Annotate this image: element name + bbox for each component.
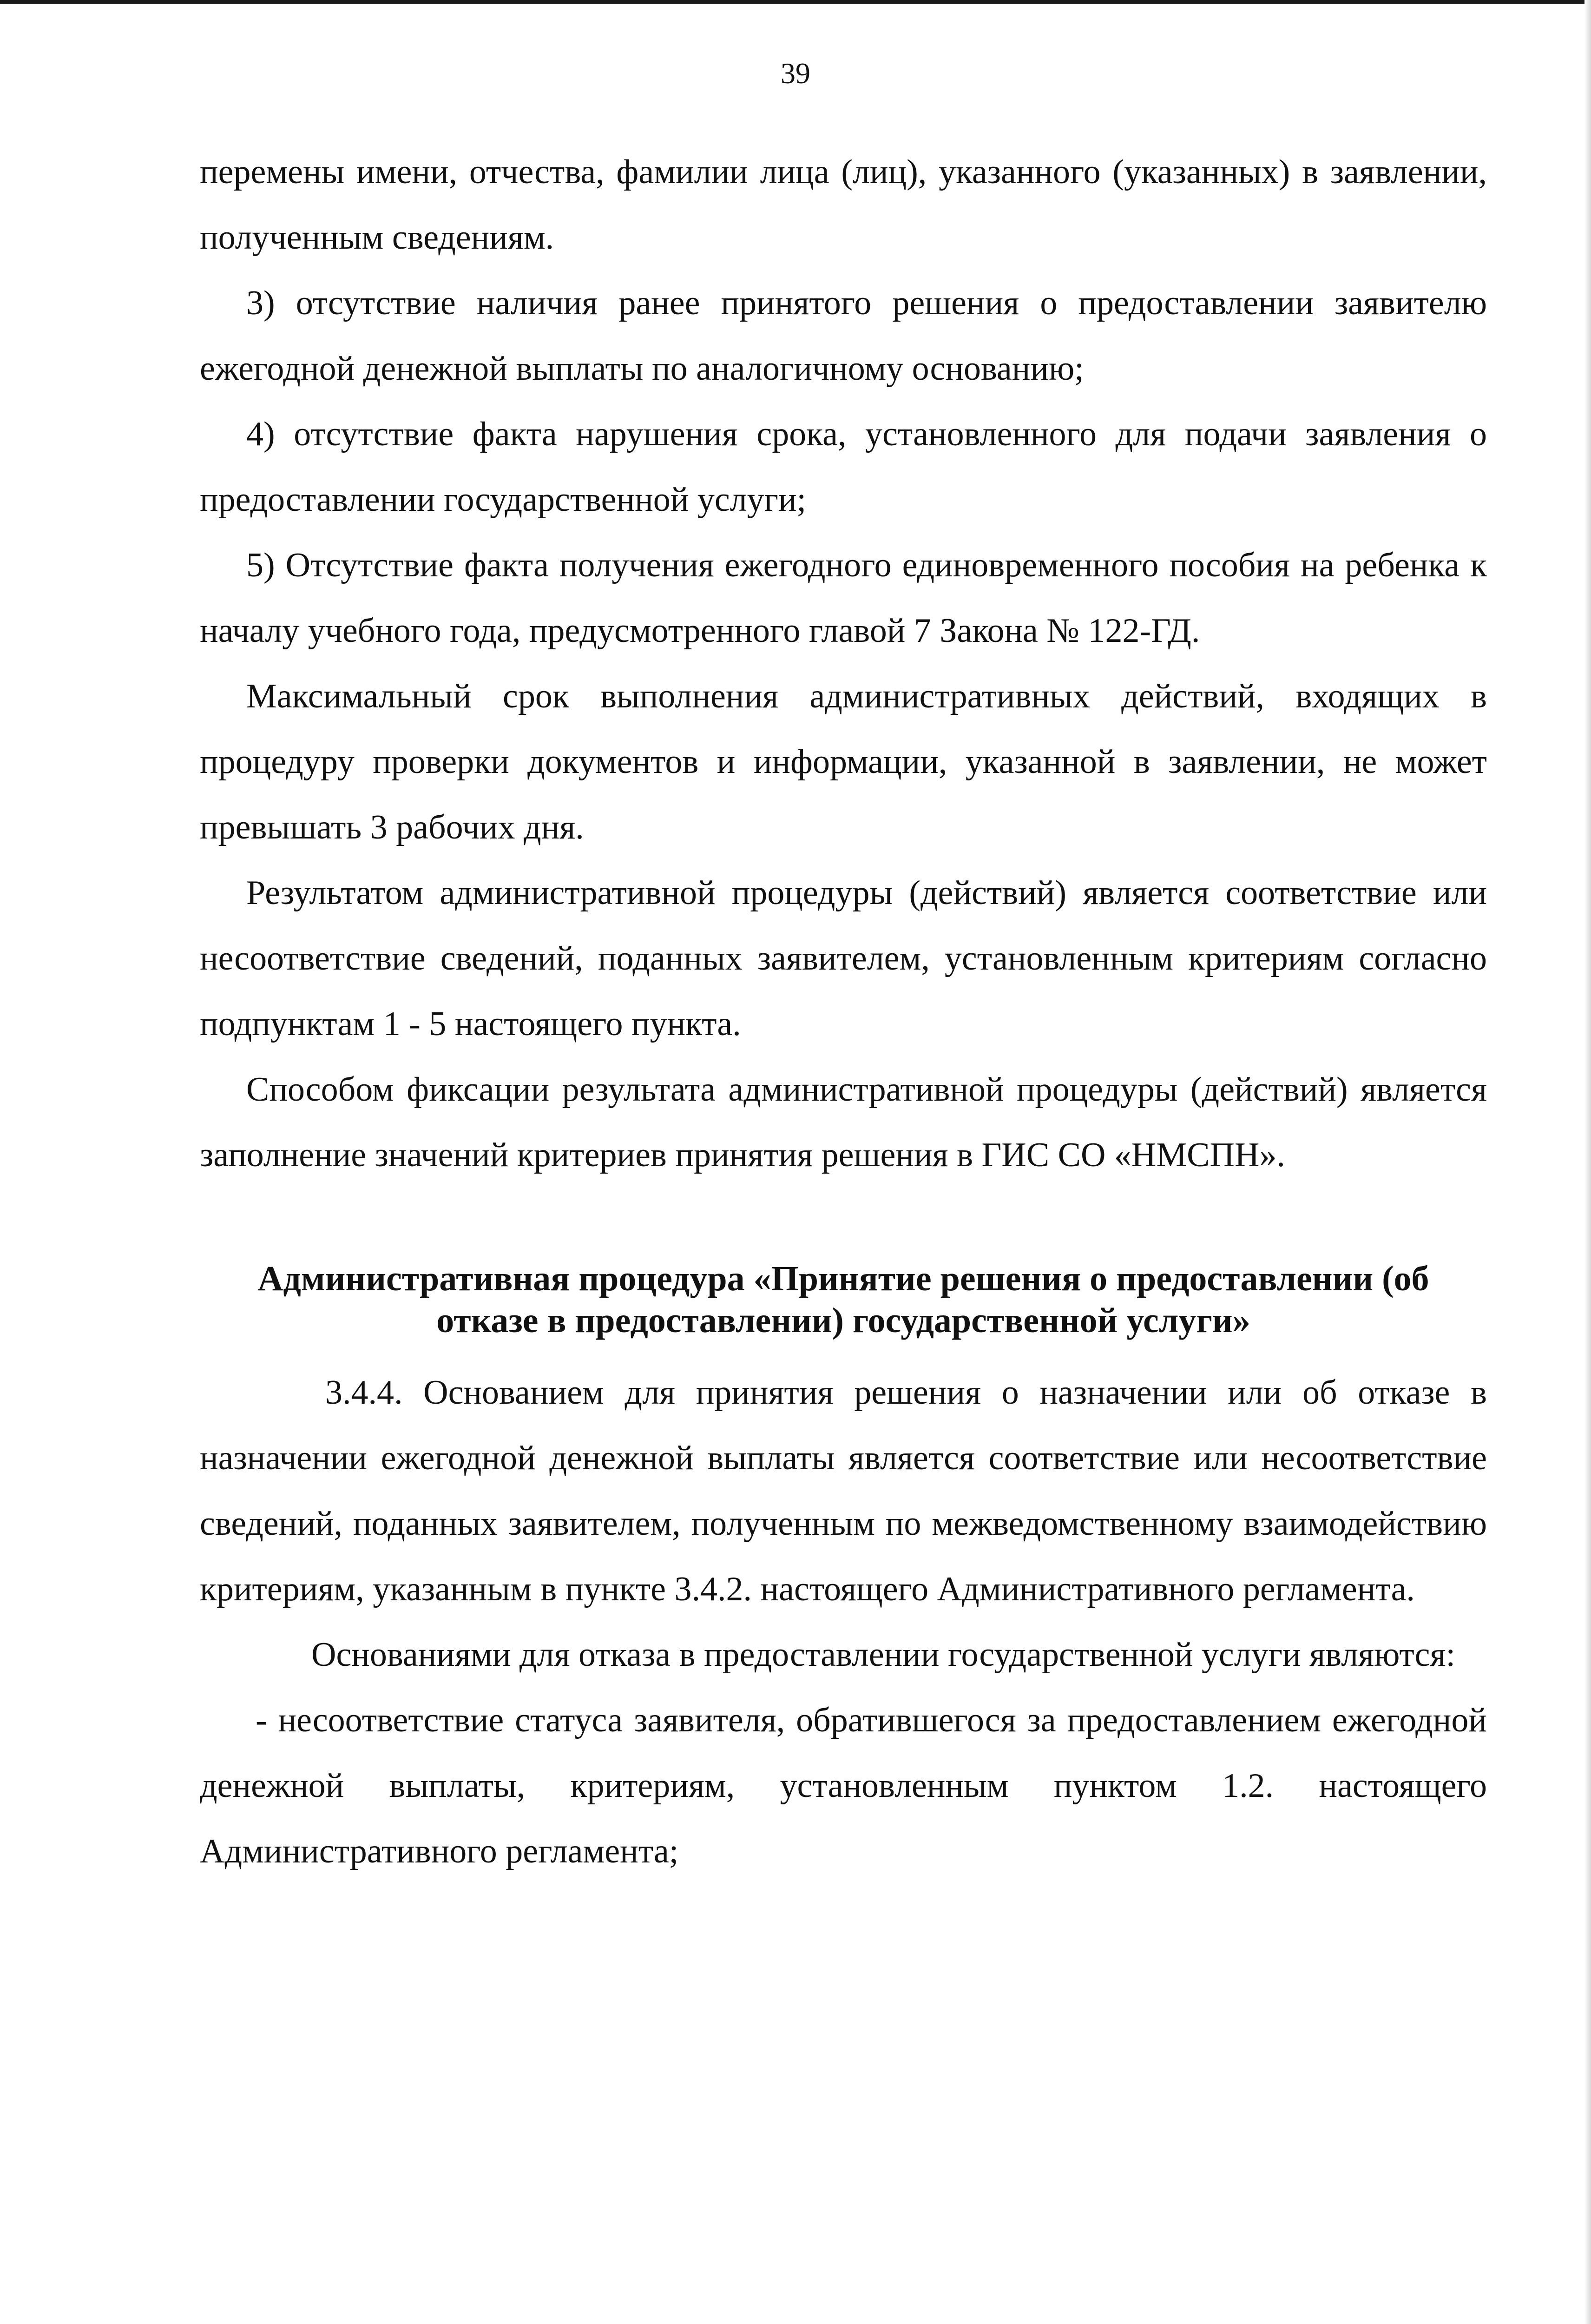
scan-right-edge (1584, 0, 1591, 2324)
paragraph-name-change: перемены имени, отчества, фамилии лица (лиц), указанного (указанных) в заявлении, полученным сведениям. (200, 153, 1487, 257)
section-heading-line-1: Административная процедура «Принятие решения о предоставлении (об (257, 1259, 1429, 1298)
paragraph-3-4-4: 3.4.4. Основанием для принятия решения о назначении или об отказе в назначении ежегодной денежной выплаты является соответствие или несоответствие сведений, поданных заявителем, полученным по межведомственному взаимодействию критериям, указанным в пункте 3.4.2. настоящего Административного регламента. (200, 1373, 1487, 1608)
section-heading-line-2: отказе в предоставлении) государственной услуги» (436, 1301, 1250, 1340)
paragraph-criterion-3: 3) отсутствие наличия ранее принятого решения о предоставлении заявителю ежегодной денежной выплаты по аналогичному основанию; (200, 284, 1487, 388)
paragraph-refusal-status: - несоответствие статуса заявителя, обратившегося за предоставлением ежегодной денежной выплаты, критериям, установленным пунктом 1.2. настоящего Административного регламента; (200, 1701, 1487, 1870)
paragraph-max-duration: Максимальный срок выполнения административных действий, входящих в процедуру проверки документов и информации, указанной в заявлении, не может превышать 3 рабочих дня. (200, 677, 1487, 846)
paragraph-criterion-4: 4) отсутствие факта нарушения срока, установленного для подачи заявления о предоставлении государственной услуги; (200, 415, 1487, 519)
paragraph-refusal-grounds: Основаниями для отказа в предоставлении государственной услуги являются: (311, 1636, 1456, 1674)
paragraph-result-recording: Способом фиксации результата административной процедуры (действий) является заполнение значений критериев принятия решения в ГИС СО «НМСПН». (200, 1070, 1487, 1174)
paragraph-procedure-result: Результатом административной процедуры (действий) является соответствие или несоответствие сведений, поданных заявителем, установленным критериям согласно подпунктам 1 - 5 настоящего пункта. (200, 874, 1487, 1043)
page-number: 39 (781, 57, 810, 90)
document-body (200, 139, 1487, 1884)
paragraph-criterion-5: 5) Отсутствие факта получения ежегодного единовременного пособия на ребенка к началу учебного года, предусмотренного главой 7 Закона № 122-ГД. (200, 546, 1487, 650)
scan-top-edge (0, 0, 1591, 4)
section-heading (200, 1258, 1487, 1341)
